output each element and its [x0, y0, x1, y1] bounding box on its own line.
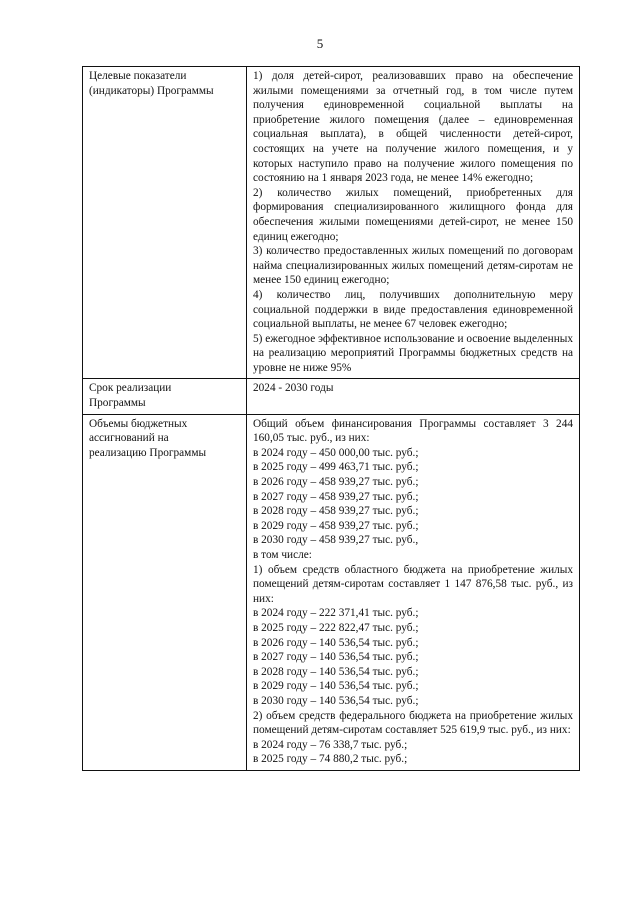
implementation-period: 2024 - 2030 годы [253, 382, 334, 395]
row-label-target-indicators [83, 67, 247, 379]
regional-budget-intro: 1) объем средств областного бюджета на приобретение жилых помещений детям-сиротам составляет 1 147 876,58 тыс. руб., из них: [253, 563, 573, 605]
row-label-line: реализацию Программы [89, 446, 207, 459]
total-year-line: в 2024 году – 450 000,00 тыс. руб.; [253, 446, 419, 459]
regional-year-line: в 2025 году – 222 822,47 тыс. руб.; [253, 621, 419, 634]
regional-year-line: в 2030 году – 140 536,54 тыс. руб.; [253, 694, 419, 707]
indicator-item: 3) количество предоставленных жилых помещений по договорам найма специализированных жилых помещений детям-сиротам не менее 150 единиц ежегодно; [253, 245, 573, 287]
row-label-line: ассигнований на [89, 432, 169, 445]
row-label-line: Программы [89, 397, 146, 410]
regional-year-line: в 2024 году – 222 371,41 тыс. руб.; [253, 607, 419, 620]
indicator-item: 2) количество жилых помещений, приобретенных для формирования специализированного жилищного фонда для обеспечения жилыми помещениями детей-сирот, не менее 150 единиц ежегодно; [253, 186, 573, 243]
row-label-line: Целевые показатели [89, 70, 187, 82]
row-label-line: (индикаторы) Программы [89, 84, 214, 97]
regional-year-line: в 2027 году – 140 536,54 тыс. руб.; [253, 651, 419, 664]
total-financing-intro: Общий объем финансирования Программы составляет 3 244 160,05 тыс. руб., из них: [253, 417, 573, 445]
regional-year-line: в 2028 году – 140 536,54 тыс. руб.; [253, 665, 419, 678]
table-row [83, 414, 580, 770]
table-row [83, 379, 580, 414]
row-label-line: Объемы бюджетных [89, 417, 188, 430]
total-year-line: в 2030 году – 458 939,27 тыс. руб., [253, 534, 419, 547]
row-value-budget [247, 414, 580, 770]
page-number: 5 [316, 36, 324, 51]
row-label-budget [83, 414, 247, 770]
row-value-implementation-period [247, 379, 580, 414]
indicator-item: 1) доля детей-сирот, реализовавших право на обеспечение жилыми помещениями за отчетный год, в том числе путем получения единовременной социальной выплаты на приобретение жилого помещения (далее – единовременная социальная выплата), в общей численности детей-сирот, состоящих на учете на получение жилого помещения, и у которых наступило право на получение жилого помещения по состоянию на 1 января 2023 года, не менее 14% ежегодно; [253, 70, 573, 185]
row-label-line: Срок реализации [89, 382, 172, 395]
row-value-target-indicators [247, 67, 580, 379]
total-year-line: в 2027 году – 458 939,27 тыс. руб.; [253, 490, 419, 503]
table-row [83, 67, 580, 379]
program-passport-table [82, 66, 580, 771]
total-year-line: в 2029 году – 458 939,27 тыс. руб.; [253, 519, 419, 532]
including-label: в том числе: [253, 549, 312, 561]
row-label-implementation-period [83, 379, 247, 414]
federal-year-line: в 2025 году – 74 880,2 тыс. руб.; [253, 753, 408, 766]
regional-year-line: в 2026 году – 140 536,54 тыс. руб.; [253, 636, 419, 649]
regional-year-line: в 2029 году – 140 536,54 тыс. руб.; [253, 680, 419, 693]
total-year-line: в 2025 году – 499 463,71 тыс. руб.; [253, 461, 419, 474]
total-year-line: в 2028 году – 458 939,27 тыс. руб.; [253, 505, 419, 518]
federal-year-line: в 2024 году – 76 338,7 тыс. руб.; [253, 738, 408, 751]
total-year-line: в 2026 году – 458 939,27 тыс. руб.; [253, 476, 419, 489]
federal-budget-intro: 2) объем средств федерального бюджета на приобретение жилых помещений детям-сиротам составляет 525 619,9 тыс. руб., из них: [253, 709, 573, 737]
indicator-item: 5) ежегодное эффективное использование и освоение выделенных на реализацию мероприятий Программы бюджетных средств на уровне не ниже 95% [253, 332, 573, 374]
indicator-item: 4) количество лиц, получивших дополнительную меру социальной поддержки в виде предоставления единовременной социальной выплаты, не менее 67 человек ежегодно; [253, 288, 573, 331]
